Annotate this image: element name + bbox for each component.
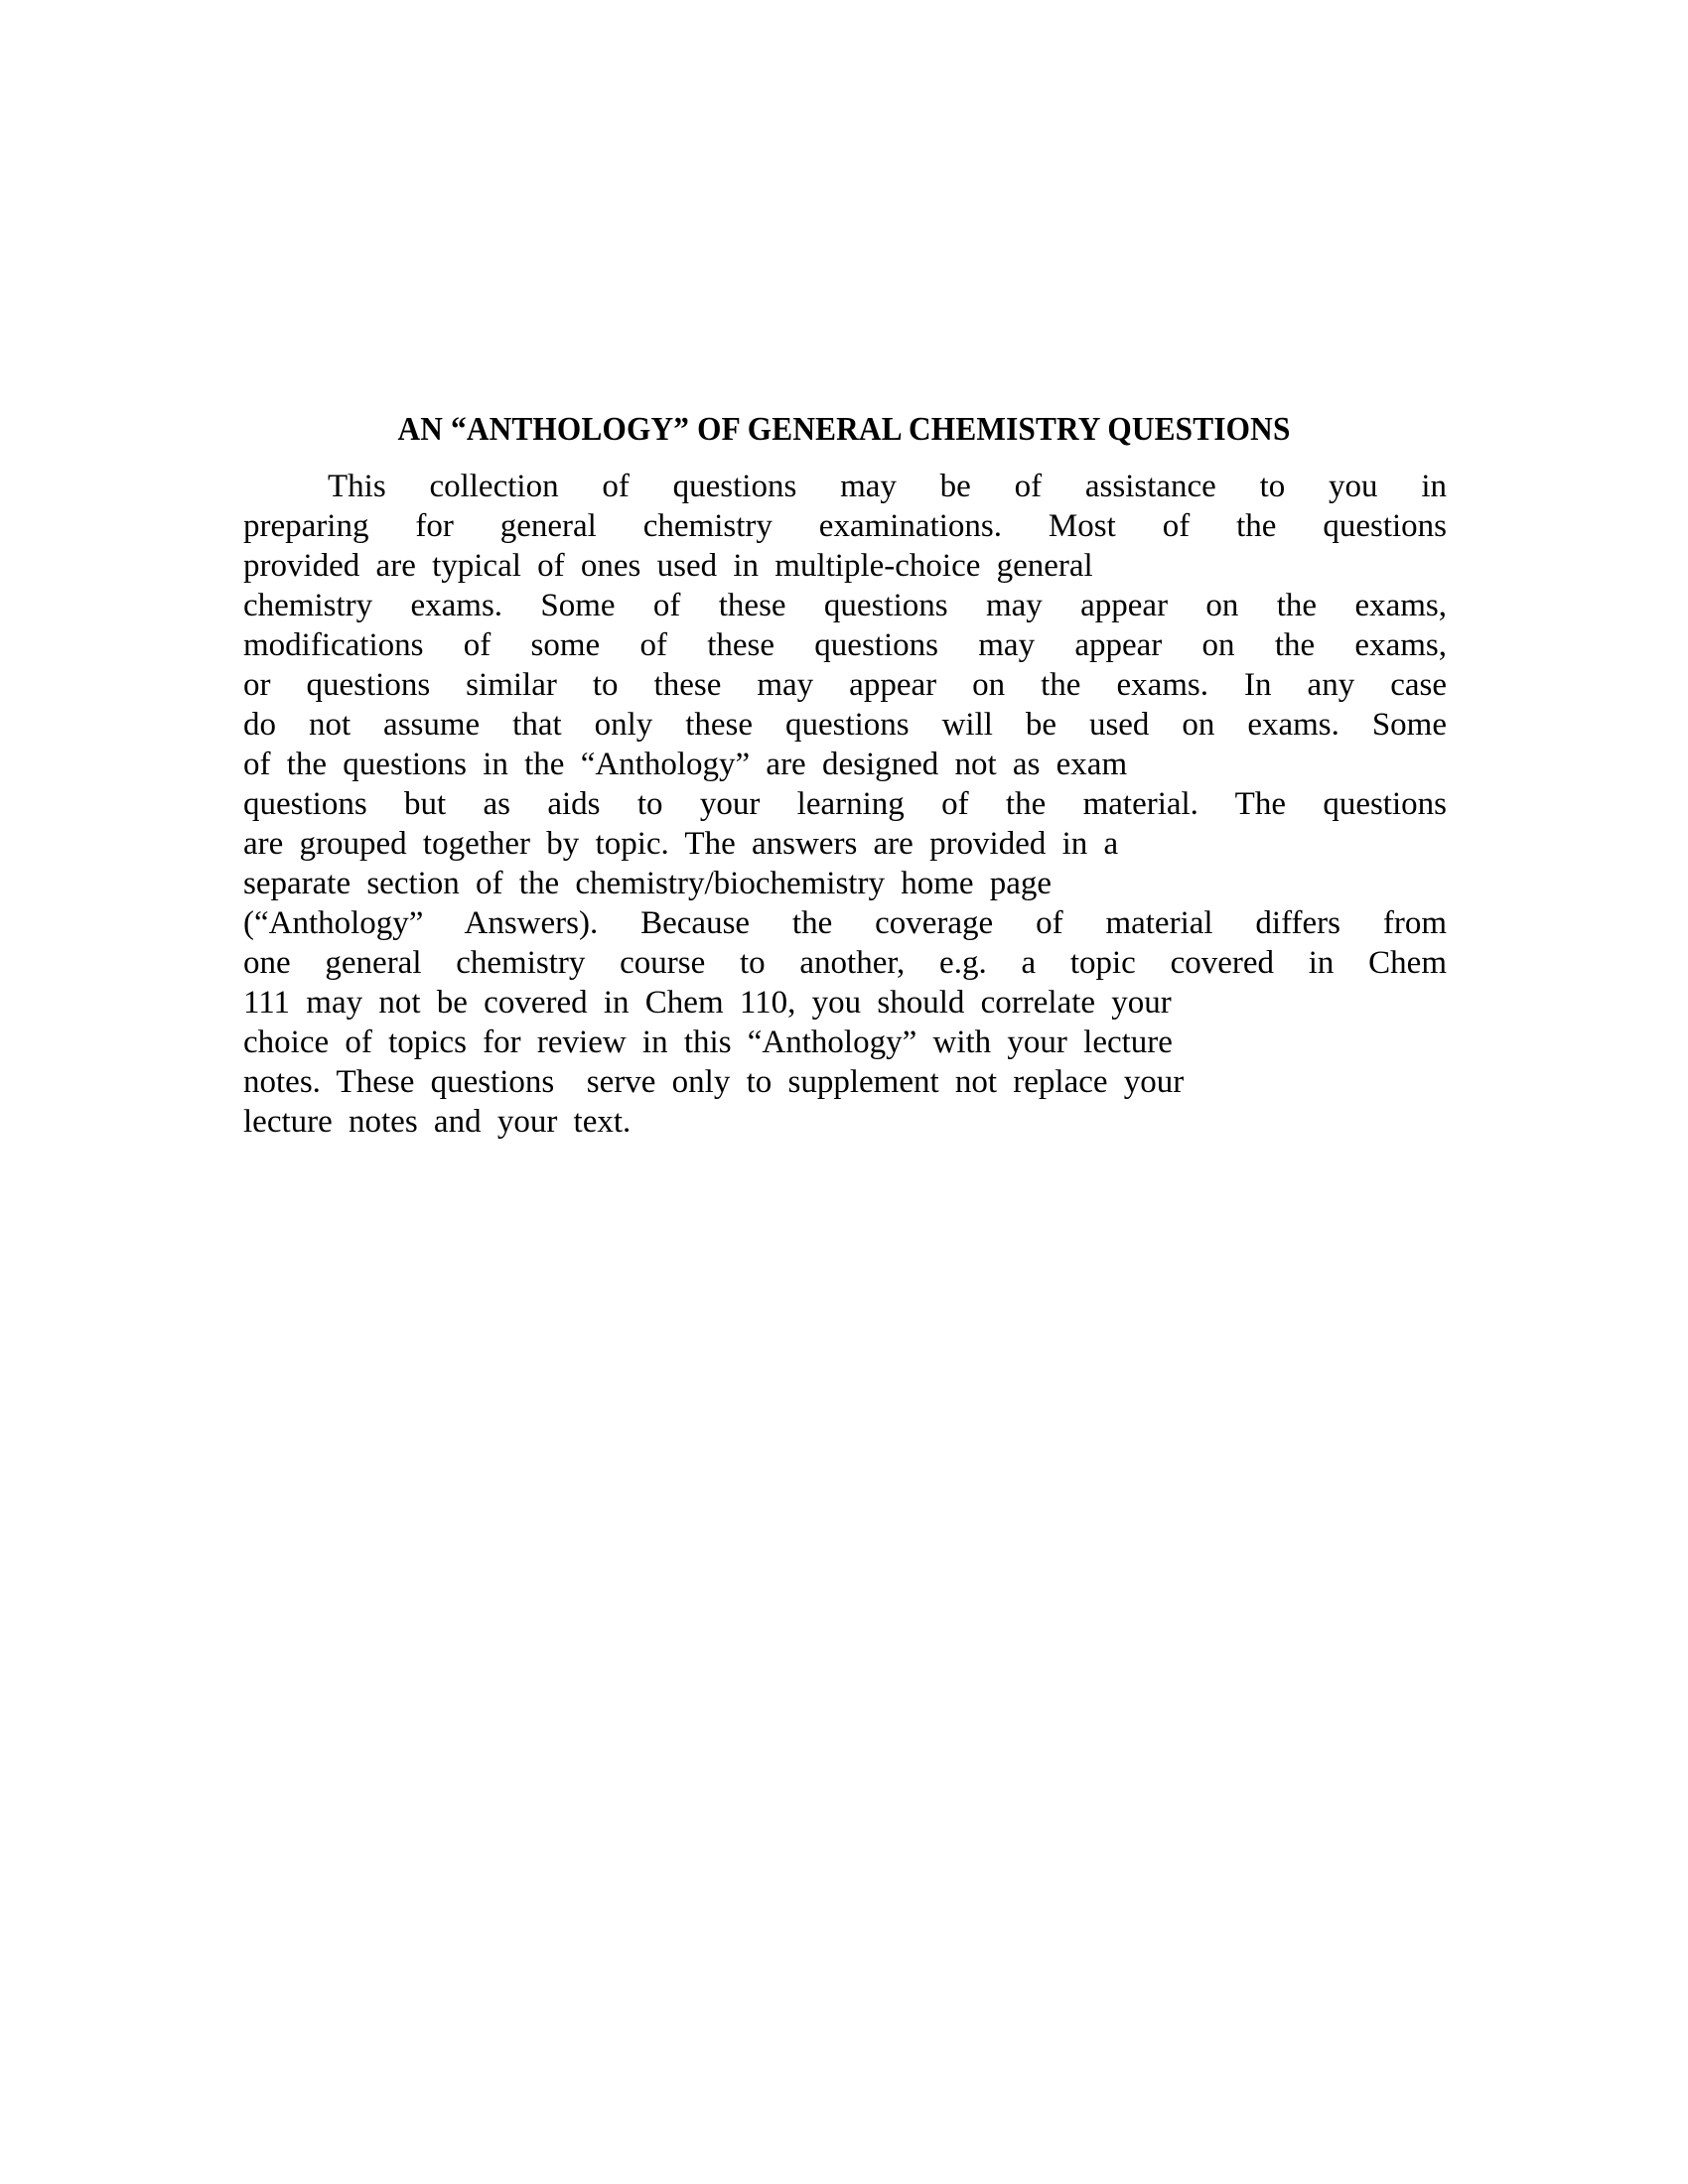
paragraph-line: This collection of questions may be of assistance to you in (328, 469, 1447, 504)
paragraph-line: are grouped together by topic. The answers are provided in a (243, 826, 1119, 862)
paragraph-line: (“Anthology” Answers). Because the coverage of material differs from (243, 905, 1447, 941)
paragraph-line: of the questions in the “Anthology” are designed not as exam (243, 747, 1128, 782)
paragraph-line: notes. These questions serve only to supplement not replace your (243, 1064, 1185, 1100)
paragraph-line: modifications of some of these questions may appear on the exams, (243, 627, 1447, 663)
paragraph-line: choice of topics for review in this “Anthology” with your lecture (243, 1024, 1173, 1060)
paragraph-line: lecture notes and your text. (243, 1104, 632, 1140)
paragraph-line: 111 may not be covered in Chem 110, you should correlate your (243, 985, 1172, 1021)
paragraph-line: chemistry exams. Some of these questions may appear on the exams, (243, 588, 1447, 623)
page-title: AN “ANTHOLOGY” OF GENERAL CHEMISTRY QUESTIONS (397, 410, 1291, 448)
paragraph-line: one general chemistry course to another, e.g. a topic covered in Chem (243, 945, 1447, 981)
paragraph-line: do not assume that only these questions will be used on exams. Some (243, 707, 1447, 743)
intro-paragraph (243, 467, 1447, 1142)
paragraph-line: separate section of the chemistry/biochemistry home page (243, 866, 1053, 901)
paragraph-line: or questions similar to these may appear on the exams. In any case (243, 667, 1447, 703)
paragraph-line: provided are typical of ones used in multiple-choice general (243, 548, 1093, 584)
paragraph-line: preparing for general chemistry examinations. Most of the questions (243, 508, 1447, 544)
paragraph-line: questions but as aids to your learning of the material. The questions (243, 786, 1447, 822)
